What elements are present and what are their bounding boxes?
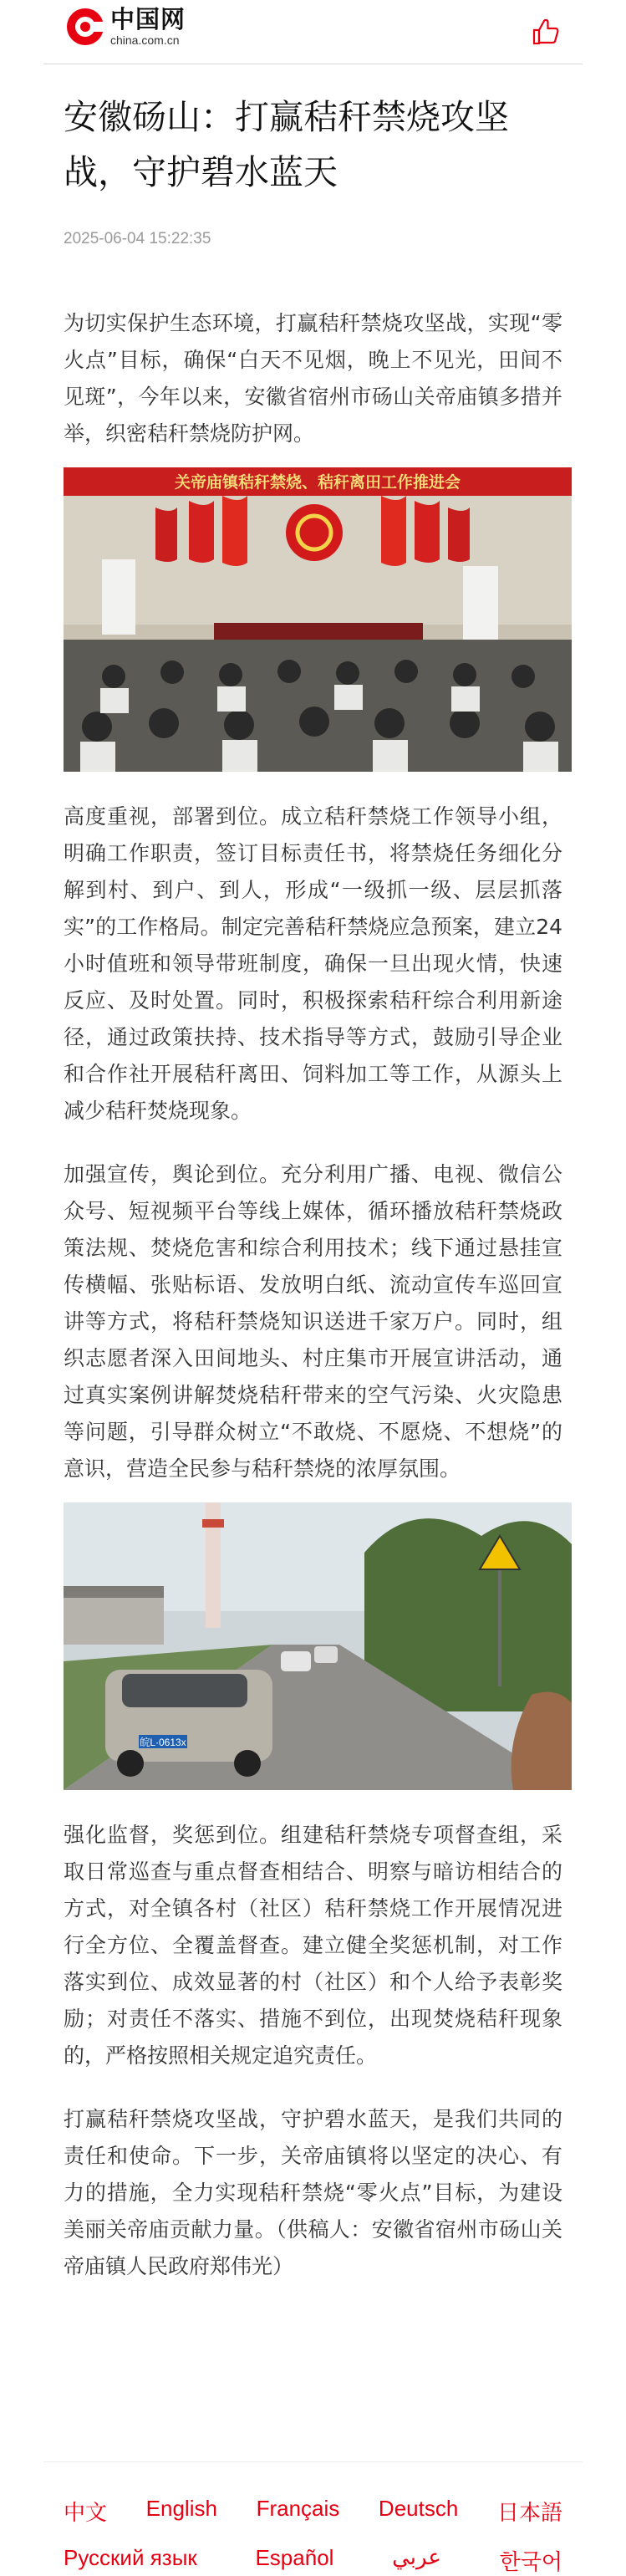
china-com-cn-logo-icon (65, 7, 105, 47)
language-row (43, 2545, 583, 2576)
site-header (43, 0, 583, 64)
article-paragraph: 加强宣传，舆论到位。充分利用广播、电视、微信公众号、短视频平台等线上媒体，循环播放秸秆禁烧政策法规、焚烧危害和综合利用技术；线下通过悬挂宣传横幅、张贴标语、发放明白纸、流动宣传车巡回宣讲等方式，将秸秆禁烧知识送进千家万户。同时，组织志愿者深入田间地头、村庄集市开展宣讲活动，通过真实案例讲解焚烧秸秆带来的空气污染、火灾隐患等问题，引导群众树立“不敢烧、不愿烧、不想烧”的意识，营造全民参与秸秆禁烧的浓厚氛围。 (64, 1162, 562, 1481)
article (0, 89, 626, 2285)
publish-time: 2025-06-04 15:22:35 (64, 230, 211, 247)
lang-link-arabic[interactable]: عربي (392, 2545, 441, 2570)
lang-link-japanese[interactable]: 日本語 (496, 2501, 562, 2526)
meeting-banner-text: 关帝庙镇秸秆禁烧、秸秆离田工作推进会 (174, 473, 461, 492)
lang-link-chinese[interactable]: 中文 (64, 2501, 108, 2526)
logo-chinese-name: 中国网 (110, 5, 186, 33)
logo-domain: china.com.cn (110, 33, 180, 47)
lang-link-german[interactable]: Deutsch (378, 2496, 459, 2521)
lang-link-korean[interactable]: 한국어 (499, 2550, 562, 2575)
lang-link-french[interactable]: Français (256, 2496, 340, 2521)
logo-text (110, 5, 186, 47)
language-row (43, 2496, 583, 2527)
road-convoy-photo (64, 1502, 572, 1790)
thumbs-up-icon[interactable] (531, 17, 561, 47)
license-plate: 皖L·0613x (140, 1737, 186, 1748)
article-title: 安徽砀山：打赢秸秆禁烧攻坚战，守护碧水蓝天 (64, 97, 509, 192)
lang-link-spanish[interactable]: Español (255, 2545, 334, 2570)
article-paragraph: 为切实保护生态环境，打赢秸秆禁烧攻坚战，实现“零火点”目标，确保“白天不见烟，晚上不见光，田间不见斑”，今年以来，安徽省宿州市砀山关帝庙镇多措并举，织密秸秆禁烧防护网。 (64, 311, 562, 446)
emblem (286, 504, 343, 561)
lang-link-english[interactable]: English (145, 2496, 217, 2521)
lang-link-russian[interactable]: Русский язык (64, 2545, 197, 2570)
language-bar (43, 2461, 583, 2576)
site-logo[interactable] (65, 7, 186, 47)
article-paragraph: 打赢秸秆禁烧攻坚战，守护碧水蓝天，是我们共同的责任和使命。下一步，关帝庙镇将以坚定的决心、有力的措施，全力实现秸秆禁烧“零火点”目标，为建设美丽关帝庙贡献力量。（供稿人：安徽省宿州市砀山关帝庙镇人民政府郑伟光） (64, 2107, 562, 2278)
meeting-photo (64, 467, 572, 772)
article-paragraph: 强化监督，奖惩到位。组建秸秆禁烧专项督查组，采取日常巡查与重点督查相结合、明察与暗访相结合的方式，对全镇各村（社区）秸秆禁烧工作开展情况进行全方位、全覆盖督查。建立健全奖惩机制，对工作落实到位、成效显著的村（社区）和个人给予表彰奖励；对责任不落实、措施不到位，出现焚烧秸秆现象的，严格按照相关规定追究责任。 (64, 1823, 562, 2068)
article-paragraph: 高度重视，部署到位。成立秸秆禁烧工作领导小组，明确工作职责，签订目标责任书，将禁烧任务细化分解到村、到户、到人，形成“一级抓一级、层层抓落实”的工作格局。制定完善秸秆禁烧应急预案，建立24小时值班和领导带班制度，确保一旦出现火情，快速反应、及时处置。同时，积极探索秸秆综合利用新途径，通过政策扶持、技术指导等方式，鼓励引导企业和合作社开展秸秆离田、饲料加工等工作，从源头上减少秸秆焚烧现象。 (64, 804, 562, 1123)
